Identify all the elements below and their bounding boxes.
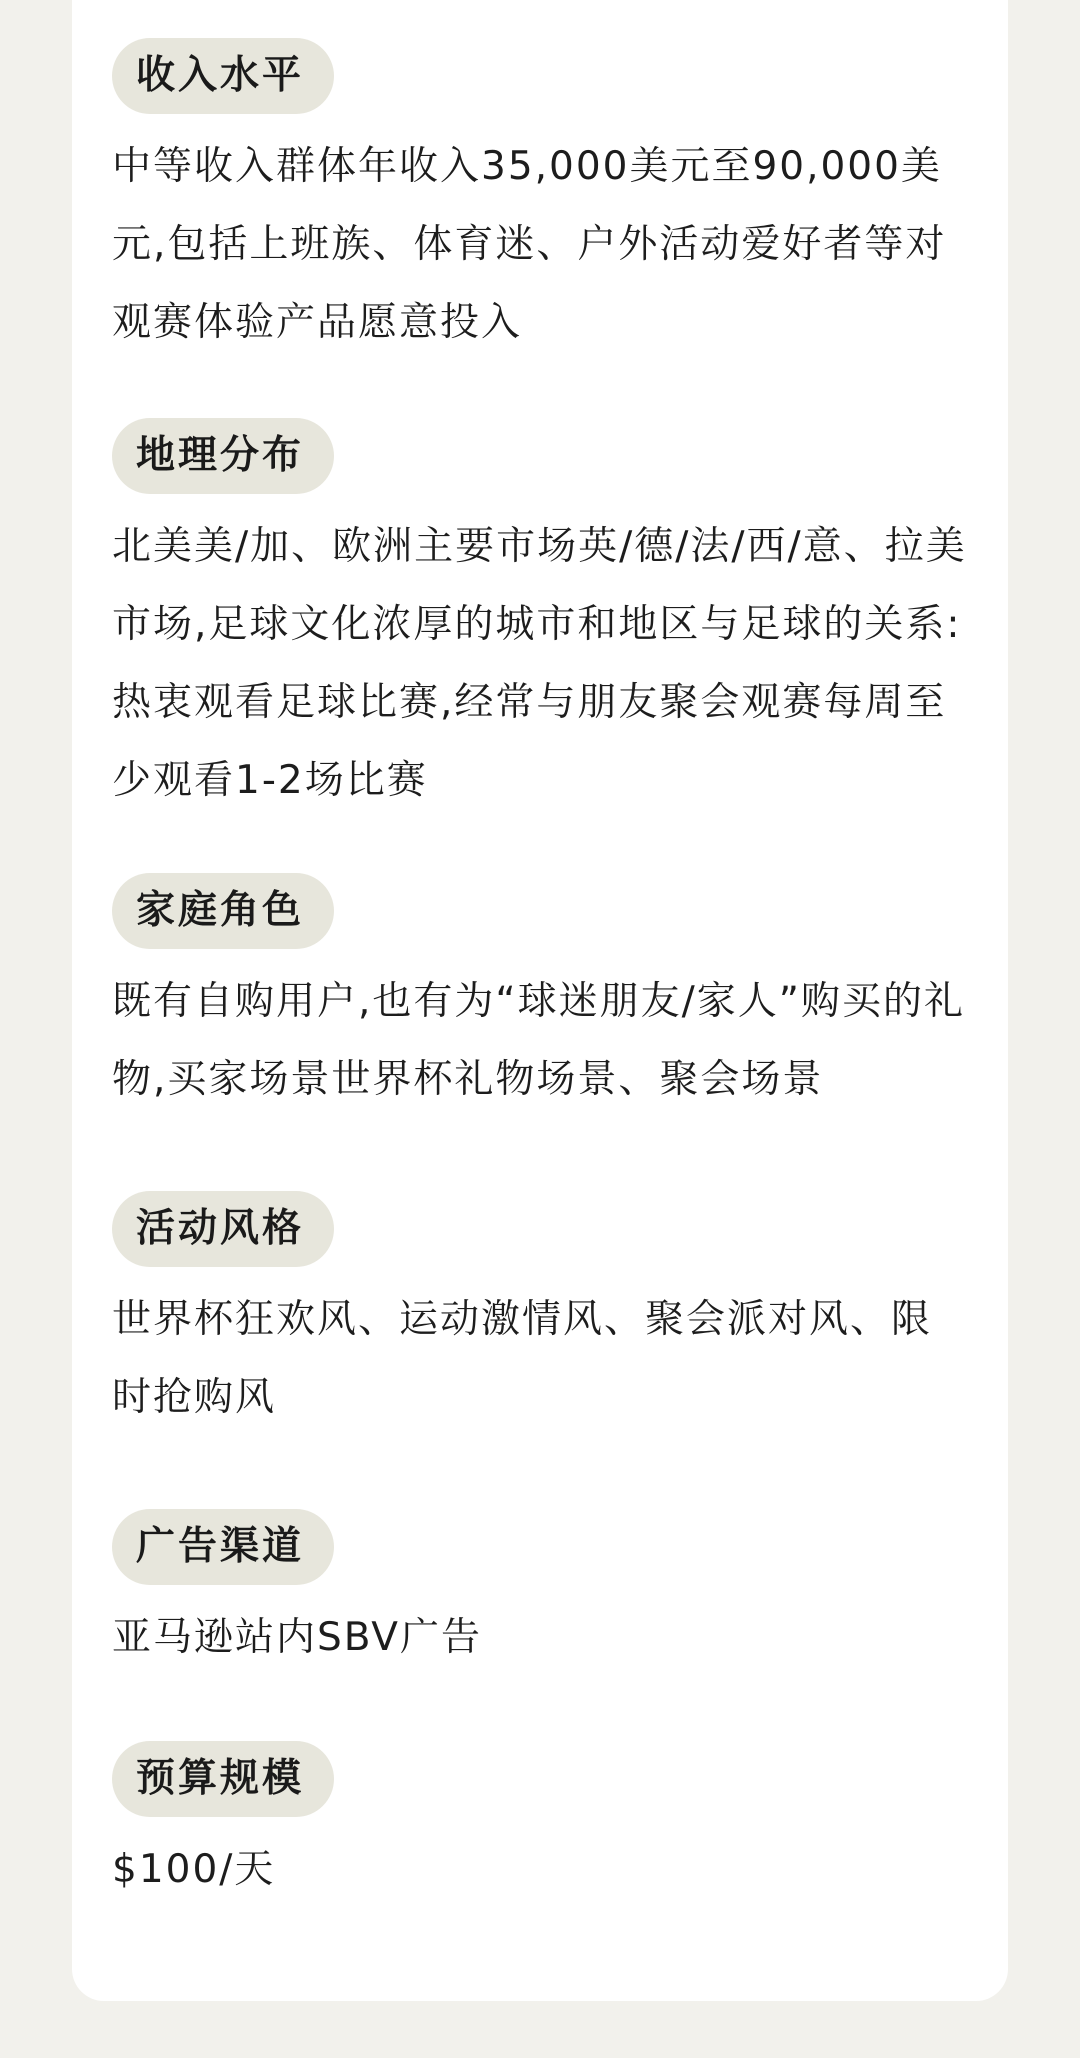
section-ad-channel [112, 1509, 972, 1677]
section-text: $100/天 [112, 1847, 276, 1892]
section-text: 世界杯狂欢风、运动激情风、聚会派对风、限时抢购风 [112, 1297, 933, 1420]
section-tag: 地理分布 [112, 418, 334, 494]
section-campaign-style [112, 1191, 972, 1437]
section-tag: 广告渠道 [112, 1509, 334, 1585]
section-tag: 收入水平 [112, 38, 334, 114]
section-geography [112, 418, 972, 820]
section-tag: 活动风格 [112, 1191, 334, 1267]
section-tag: 预算规模 [112, 1741, 334, 1817]
section-text: 既有自购用户,也有为“球迷朋友/家人”购买的礼物,买家场景世界杯礼物场景、聚会场景 [112, 979, 965, 1102]
section-income [112, 38, 972, 362]
section-text: 中等收入群体年收入35,000美元至90,000美元,包括上班族、体育迷、户外活动爱好者等对观赛体验产品愿意投入 [112, 144, 947, 345]
section-text: 亚马逊站内SBV广告 [112, 1615, 482, 1660]
section-family-role [112, 873, 972, 1119]
section-budget [112, 1741, 972, 1909]
section-tag: 家庭角色 [112, 873, 334, 949]
section-text: 北美美/加、欧洲主要市场英/德/法/西/意、拉美市场,足球文化浓厚的城市和地区与足球的关系:热衷观看足球比赛,经常与朋友聚会观赛每周至少观看1-2场比赛 [112, 524, 967, 803]
